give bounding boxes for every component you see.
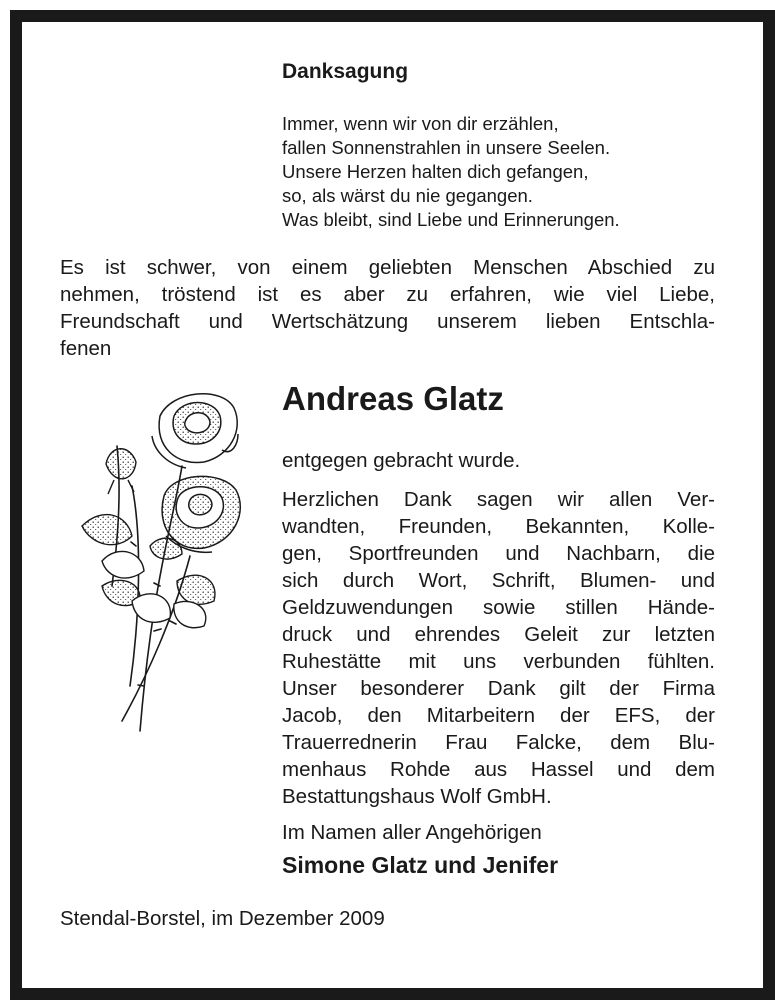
thanks-line: Trauerrednerin Frau Falcke, dem Blu- (282, 731, 715, 754)
intro-paragraph (60, 254, 715, 362)
place-date: Stendal-Borstel, im Dezember 2009 (60, 907, 385, 930)
poem-line: Unsere Herzen halten dich gefangen, (282, 161, 589, 182)
received-line: entgegen gebracht wurde. (282, 449, 521, 472)
rose-illustration (62, 386, 247, 741)
thanks-line: Ruhestätte mit uns verbunden fühlten. (282, 650, 715, 673)
thanks-line: Geldzuwendungen sowie stillen Hände- (282, 596, 715, 619)
intro-line: fenen (60, 337, 112, 360)
poem (282, 112, 620, 232)
intro-line: Es ist schwer, von einem geliebten Menschen Abschied zu (60, 256, 715, 279)
deceased-name: Andreas Glatz (282, 380, 504, 417)
signers: Simone Glatz und Jenifer (282, 852, 559, 878)
behalf-line: Im Namen aller Angehörigen (282, 821, 542, 844)
thanks-line: wandten, Freunden, Bekannten, Kolle- (282, 515, 715, 538)
notice-title: Danksagung (282, 60, 409, 83)
thanks-line: sich durch Wort, Schrift, Blumen- und (282, 569, 715, 592)
intro-line: nehmen, tröstend ist es aber zu erfahren, wie viel Liebe, (60, 283, 715, 306)
thanks-line: Herzlichen Dank sagen wir allen Ver- (282, 488, 715, 511)
poem-line: fallen Sonnenstrahlen in unsere Seelen. (282, 137, 611, 158)
thanks-paragraph (282, 486, 715, 810)
thanks-line: Unser besonderer Dank gilt der Firma (282, 677, 715, 700)
thanks-line: Jacob, den Mitarbeitern der EFS, der (282, 704, 715, 727)
thanks-line: druck und ehrendes Geleit zur letzten (282, 623, 715, 646)
thanks-line: menhaus Rohde aus Hassel und dem (282, 758, 715, 781)
poem-line: so, als wärst du nie gegangen. (282, 185, 533, 206)
thanks-line: gen, Sportfreunden und Nachbarn, die (282, 542, 715, 565)
poem-line: Immer, wenn wir von dir erzählen, (282, 113, 559, 134)
thanks-line: Bestattungshaus Wolf GmbH. (282, 785, 552, 808)
poem-line: Was bleibt, sind Liebe und Erinnerungen. (282, 209, 620, 230)
intro-line: Freundschaft und Wertschätzung unserem lieben Entschla- (60, 310, 715, 333)
